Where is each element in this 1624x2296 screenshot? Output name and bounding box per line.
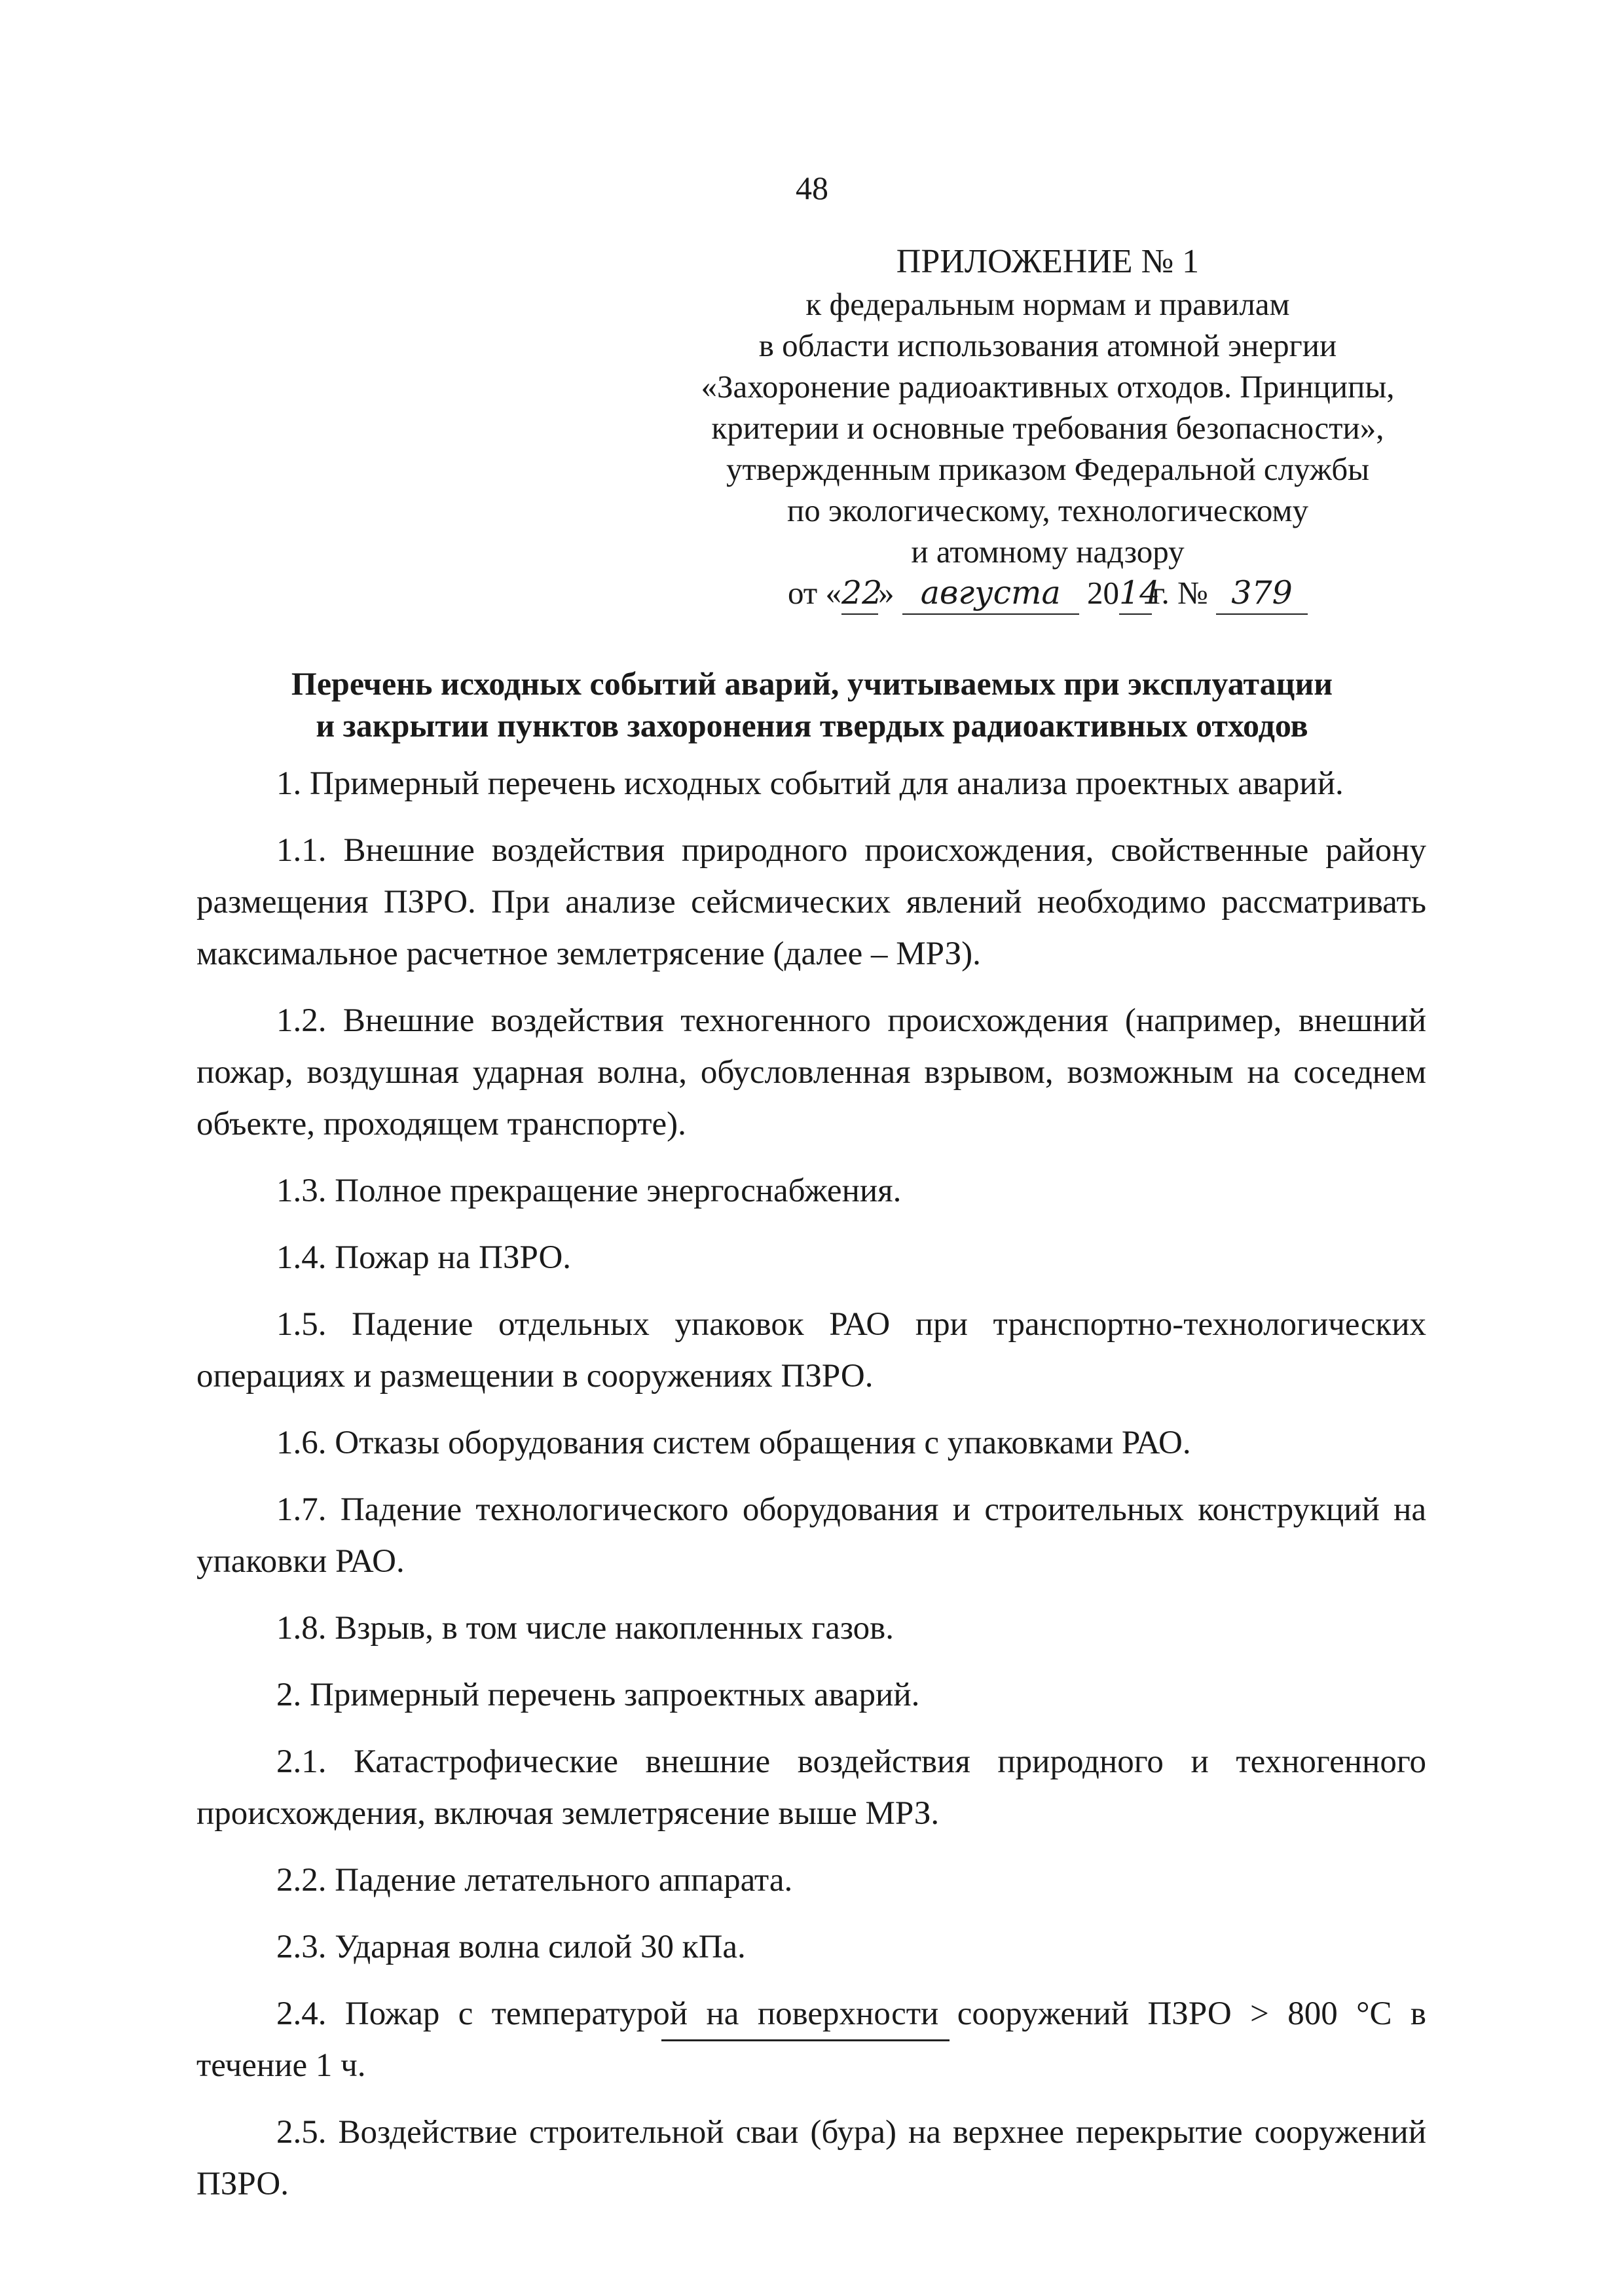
order-month-handwritten: августа: [902, 572, 1079, 615]
paragraph: 1.1. Внешние воздействия природного происхождения, свойственные району размещения ПЗРО. При анализе сейсмических явлений необходимо рассматривать максимальное расчетное землетрясение (далее – МРЗ).: [196, 832, 1426, 972]
paragraph: 1.3. Полное прекращение энергоснабжения.: [276, 1173, 902, 1209]
page-number: 48: [796, 170, 828, 206]
paragraph: 1.8. Взрыв, в том числе накопленных газов.: [276, 1610, 895, 1647]
order-prefix: от «: [787, 575, 841, 611]
order-date-line: [681, 572, 1414, 615]
paragraph: 2.5. Воздействие строительной сваи (бура) на верхнее перекрытие сооружений ПЗРО.: [196, 2114, 1426, 2202]
order-number-label: г. №: [1151, 575, 1217, 611]
paragraph: 1.4. Пожар на ПЗРО.: [276, 1239, 572, 1276]
document-body: [196, 758, 1426, 2225]
paragraph: 1. Примерный перечень исходных событий для анализа проектных аварий.: [276, 765, 1344, 802]
paragraph: 1.6. Отказы оборудования систем обращения с упаковками РАО.: [276, 1425, 1191, 1461]
heading-line: Перечень исходных событий аварий, учитываемых при эксплуатации: [291, 665, 1333, 702]
appendix-line: по экологическому, технологическому: [787, 492, 1308, 528]
paragraph: 1.7. Падение технологического оборудования и строительных конструкций на упаковки РАО.: [196, 1491, 1426, 1580]
document-heading: [151, 663, 1473, 746]
end-divider: [661, 2039, 950, 2041]
appendix-title: ПРИЛОЖЕНИЕ № 1: [896, 243, 1200, 280]
appendix-line: к федеральным нормам и правилам: [805, 286, 1290, 322]
heading-line: и закрытии пунктов захоронения твердых радиоактивных отходов: [316, 707, 1308, 744]
paragraph: 2.1. Катастрофические внешние воздействия природного и техногенного происхождения, включая землетрясение выше МРЗ.: [196, 1743, 1426, 1832]
order-year-handwritten: 14: [1119, 572, 1152, 615]
paragraph: 1.2. Внешние воздействия техногенного происхождения (например, внешний пожар, воздушная ударная волна, обусловленная взрывом, возможным на соседнем объекте, проходящем транспорте).: [196, 1002, 1426, 1142]
order-number-handwritten: 379: [1216, 572, 1308, 615]
paragraph: 2. Примерный перечень запроектных аварий.: [276, 1677, 920, 1713]
appendix-line: в области использования атомной энергии: [758, 327, 1337, 363]
appendix-line: утвержденным приказом Федеральной службы: [726, 451, 1370, 487]
appendix-line: «Захоронение радиоактивных отходов. Принципы,: [701, 369, 1395, 405]
appendix-block: [681, 241, 1414, 615]
order-day-handwritten: 22: [841, 572, 878, 615]
paragraph: 1.5. Падение отдельных упаковок РАО при транспортно-технологических операциях и размещении в сооружениях ПЗРО.: [196, 1306, 1426, 1394]
paragraph: 2.4. Пожар с температурой на поверхности сооружений ПЗРО > 800 °С в течение 1 ч.: [196, 1995, 1426, 2084]
paragraph: 2.2. Падение летательного аппарата.: [276, 1862, 793, 1899]
appendix-line: и атомному надзору: [911, 534, 1185, 570]
paragraph: 2.3. Ударная волна силой 30 кПа.: [276, 1929, 746, 1965]
order-year-prefix: 20: [1079, 575, 1119, 611]
appendix-line: критерии и основные требования безопасности»,: [711, 410, 1384, 446]
order-mid: »: [877, 575, 902, 611]
